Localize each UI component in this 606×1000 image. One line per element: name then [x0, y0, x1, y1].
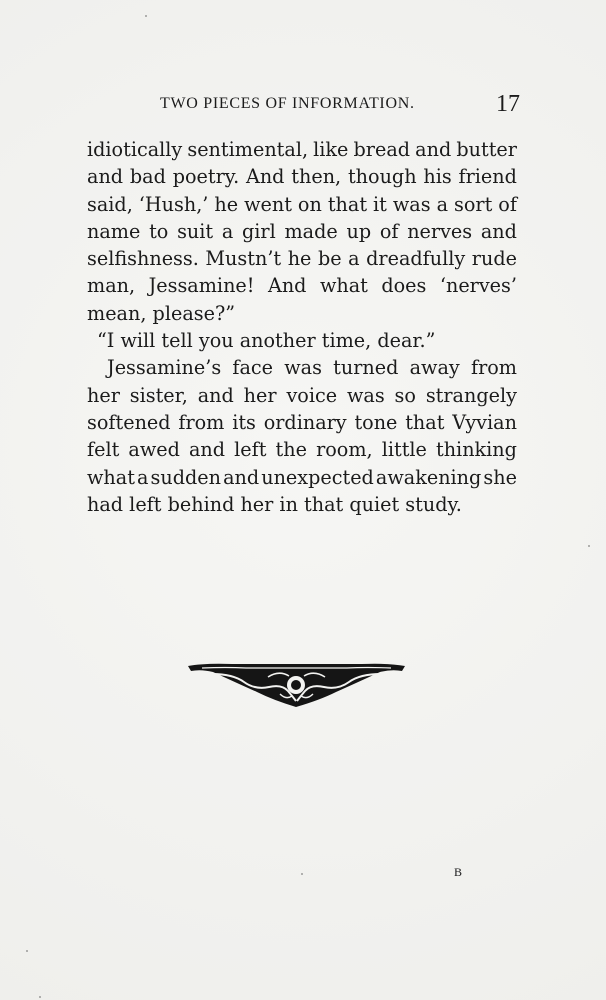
paper-speck [145, 15, 147, 17]
text-word: she [483, 465, 517, 489]
text-word: a [348, 247, 360, 271]
signature-mark: B [454, 865, 463, 879]
text-word: unexpected [261, 465, 374, 489]
text-word: bad [129, 165, 166, 189]
text-line [87, 300, 517, 327]
text-word: awakening [375, 465, 482, 489]
text-line [87, 354, 517, 381]
text-line [87, 409, 517, 436]
text-word: from [470, 356, 517, 380]
text-word: her [243, 383, 277, 407]
text-word: room, [316, 438, 373, 462]
text-word: made [284, 219, 338, 243]
text-line [87, 464, 517, 491]
text-word: friend [458, 165, 517, 189]
text-word: and [197, 383, 234, 407]
text-word: its [232, 410, 256, 434]
text-word: of [379, 219, 399, 243]
text-word: a [137, 465, 149, 489]
text-word: mean, please?” [87, 301, 236, 325]
text-word: ordinary [263, 410, 347, 434]
text-word: said, [87, 192, 133, 216]
text-line [87, 327, 517, 354]
text-word: selfishness. [87, 247, 199, 271]
text-line [87, 436, 517, 463]
running-title: TWO PIECES OF INFORMATION. [160, 95, 415, 112]
text-word: sort [454, 192, 493, 216]
text-word: sister, [129, 383, 188, 407]
page-number: 17 [496, 91, 520, 117]
body-text [87, 136, 517, 518]
text-word: was [284, 356, 322, 380]
text-word: Jessamine! [148, 274, 255, 298]
text-word: of [498, 192, 517, 216]
text-word: sentimental, [187, 138, 309, 161]
text-word: face [232, 356, 274, 380]
text-word: suit [177, 219, 214, 243]
text-word: voice [286, 383, 338, 407]
text-word: softened [87, 410, 171, 434]
text-word: though [347, 165, 417, 189]
text-line [87, 191, 517, 218]
text-word: away [409, 356, 460, 380]
text-word: butter [456, 138, 517, 161]
text-word: strangely [425, 383, 517, 407]
text-word: girl [242, 219, 276, 243]
text-word: sudden [150, 465, 221, 489]
text-word: and [480, 219, 517, 243]
text-word: left [234, 438, 267, 462]
text-line [87, 491, 517, 518]
text-word: that [405, 410, 445, 434]
text-word: his [423, 165, 452, 189]
text-word: on [297, 192, 322, 216]
text-line [87, 272, 517, 299]
running-head [160, 92, 520, 120]
text-word: had left behind her in that quiet study. [87, 492, 462, 516]
text-word: ‘Hush,’ [138, 192, 209, 216]
text-word: was [392, 192, 431, 216]
text-word: felt [87, 438, 120, 462]
text-line [87, 218, 517, 245]
text-word: then, [291, 165, 342, 189]
text-word: And [267, 274, 307, 298]
text-word: and [223, 465, 260, 489]
text-word: her [87, 383, 120, 407]
text-word: nerves [407, 219, 473, 243]
text-line [87, 245, 517, 272]
text-word: name [87, 219, 141, 243]
text-word: Vyvian [452, 410, 517, 434]
text-word: that [327, 192, 368, 216]
text-word: tone [354, 410, 398, 434]
text-line [87, 163, 517, 190]
text-word: up [346, 219, 372, 243]
text-word: and [415, 138, 452, 161]
text-word: what [319, 274, 368, 298]
text-word: and [188, 438, 226, 462]
text-word: it [373, 192, 387, 216]
text-word: the [275, 438, 307, 462]
text-word: rude [471, 247, 517, 271]
text-word: ‘nerves’ [439, 274, 517, 298]
text-word: so [394, 383, 416, 407]
text-word: awed [128, 438, 180, 462]
paper-speck [26, 950, 28, 952]
text-word: Jessamine’s [107, 356, 222, 380]
text-word: a [221, 219, 234, 243]
text-line [87, 136, 517, 163]
text-word: went [244, 192, 292, 216]
text-word: a [436, 192, 449, 216]
text-word: be [317, 247, 342, 271]
text-line [87, 382, 517, 409]
text-word: he [214, 192, 239, 216]
text-word: little [381, 438, 427, 462]
text-word: like [313, 138, 349, 161]
text-word: dreadfully [366, 247, 466, 271]
text-word: turned [333, 356, 399, 380]
text-word: was [346, 383, 385, 407]
floral-tailpiece-icon [186, 656, 407, 714]
paper-speck [588, 545, 590, 547]
text-word: what [87, 465, 135, 489]
text-word: And [245, 165, 285, 189]
text-word: does [381, 274, 427, 298]
paper-speck [39, 996, 41, 998]
text-word: poetry. [172, 165, 240, 189]
text-word: from [178, 410, 225, 434]
text-word: bread [353, 138, 411, 161]
text-word: idiotically [87, 138, 183, 161]
text-word: Mustn’t [205, 247, 282, 271]
text-word: and [87, 165, 124, 189]
paper-speck [301, 873, 303, 875]
text-word: he [287, 247, 312, 271]
text-word: to [149, 219, 169, 243]
text-word: man, [87, 274, 136, 298]
text-word: “I will tell you another time, dear.” [97, 329, 436, 353]
text-word: thinking [435, 438, 517, 462]
